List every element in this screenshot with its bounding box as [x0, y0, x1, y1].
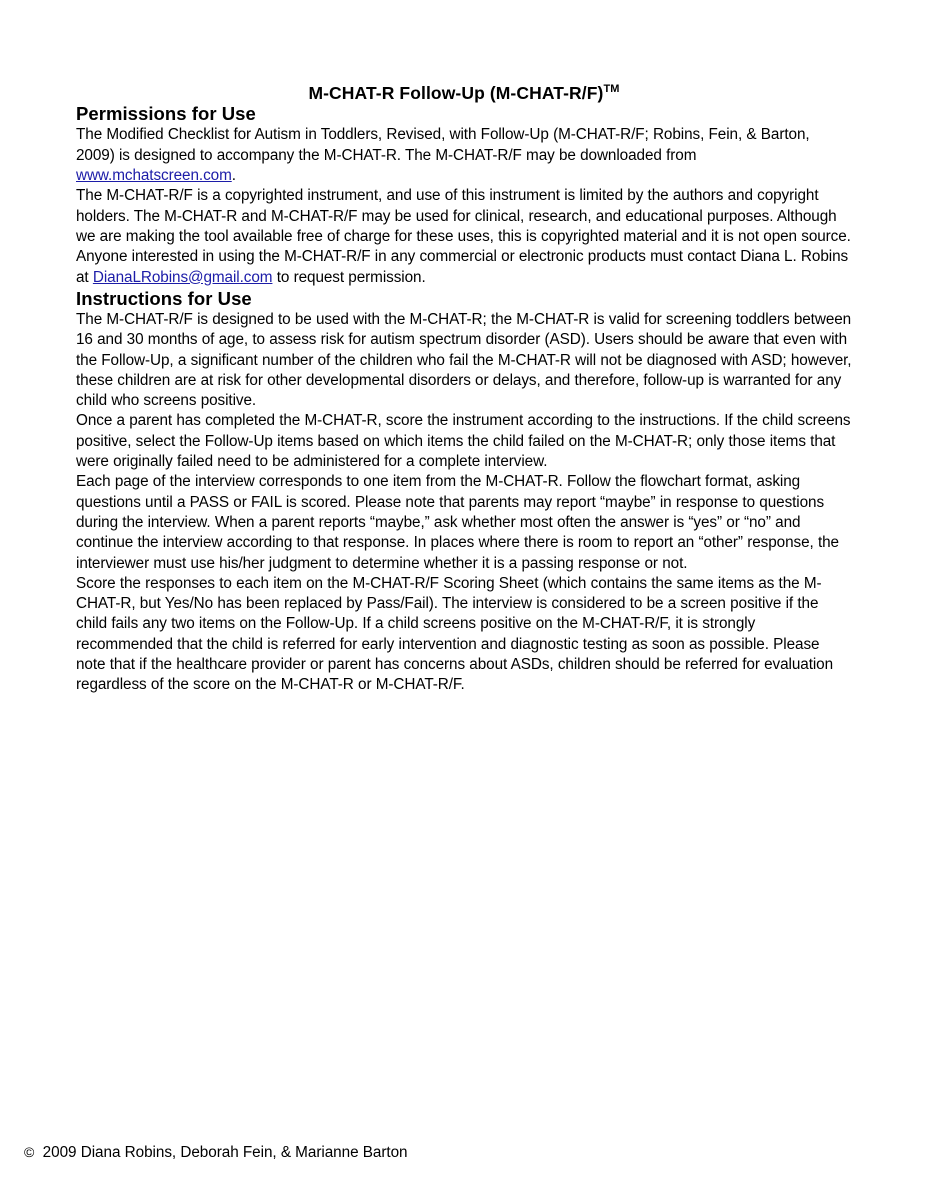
footer-copyright [24, 1142, 408, 1163]
mchatscreen-website-link[interactable]: www.mchatscreen.com [76, 167, 232, 185]
permissions-paragraph-2 [76, 186, 852, 287]
instructions-paragraph-2: Once a parent has completed the M-CHAT-R, score the instrument according to the instructions. If the child screens positive, select the Follow-Up items based on which items the child failed on the M-CHAT-R; only those items that were originally failed need to be administered for a complete interview. [76, 412, 851, 471]
instructions-paragraph-4: Score the responses to each item on the M-CHAT-R/F Scoring Sheet (which contains the same items as the M-CHAT-R, but Yes/No has been replaced by Pass/Fail). The interview is considered to be a screen positive if the child fails any two items on the Follow-Up. If a child screens positive on the M-CHAT-R/F, it is strongly recommended that the child is referred for early intervention and diagnostic testing as soon as possible. Please note that if the healthcare provider or parent has concerns about ASDs, children should be referred for evaluation regardless of the score on the M-CHAT-R or M-CHAT-R/F. [76, 574, 834, 694]
trademark-superscript: TM [603, 83, 620, 96]
copyright-icon: © [24, 1144, 35, 1160]
section-heading-instructions: Instructions for Use [76, 287, 252, 309]
section-heading-permissions: Permissions for Use [76, 103, 256, 125]
instructions-paragraph-1: The M-CHAT-R/F is designed to be used with the M-CHAT-R; the M-CHAT-R is valid for screening toddlers between 16 and 30 months of age, to assess risk for autism spectrum disorder (ASD). Users should be aware that even with the Follow-Up, a significant number of the children who fail the M-CHAT-R will not be diagnosed with ASD; however, these children are at risk for other developmental disorders or delays, and therefore, follow-up is warranted for any child who screens positive. [76, 311, 852, 410]
page-title [76, 0, 852, 103]
permissions-paragraph-1-text-before-link: The Modified Checklist for Autism in Toddlers, Revised, with Follow-Up (M-CHAT-R/F; Robins, Fein, & Barton, 2009) is designed to accompany the M-CHAT-R. The M-CHAT-R/F may be downloaded from [76, 126, 810, 164]
permissions-paragraph-1 [76, 125, 852, 186]
page-title-text: M-CHAT-R Follow-Up (M-CHAT-R/F) [308, 83, 604, 103]
footer-copyright-text: 2009 Diana Robins, Deborah Fein, & Marianne Barton [42, 1144, 408, 1161]
permissions-paragraph-1-text-after-link: . [231, 167, 236, 185]
permissions-paragraph-2-text-before-link: The M-CHAT-R/F is a copyrighted instrument, and use of this instrument is limited by the authors and copyright holders. The M-CHAT-R and M-CHAT-R/F may be used for clinical, research, and educational purposes. Although we are making the tool available free of charge for these uses, this is copyrighted material and it is not open source. Anyone interested in using the M-CHAT-R/F in any commercial or electronic products must contact Diana L. Robins at [76, 187, 851, 286]
document-content [76, 0, 852, 696]
permissions-paragraph-2-text-after-link: to request permission. [272, 268, 426, 286]
diana-robins-email-link[interactable]: DianaLRobins@gmail.com [92, 268, 273, 286]
instructions-paragraph-3: Each page of the interview corresponds to one item from the M-CHAT-R. Follow the flowchart format, asking questions until a PASS or FAIL is scored. Please note that parents may report “maybe” in response to questions during the interview. When a parent reports “maybe,” ask whether most often the answer is “yes” or “no” and continue the interview according to that response. In places where there is room to report an “other” response, the interviewer must use his/her judgment to determine whether it is a passing response or not. [76, 473, 839, 572]
